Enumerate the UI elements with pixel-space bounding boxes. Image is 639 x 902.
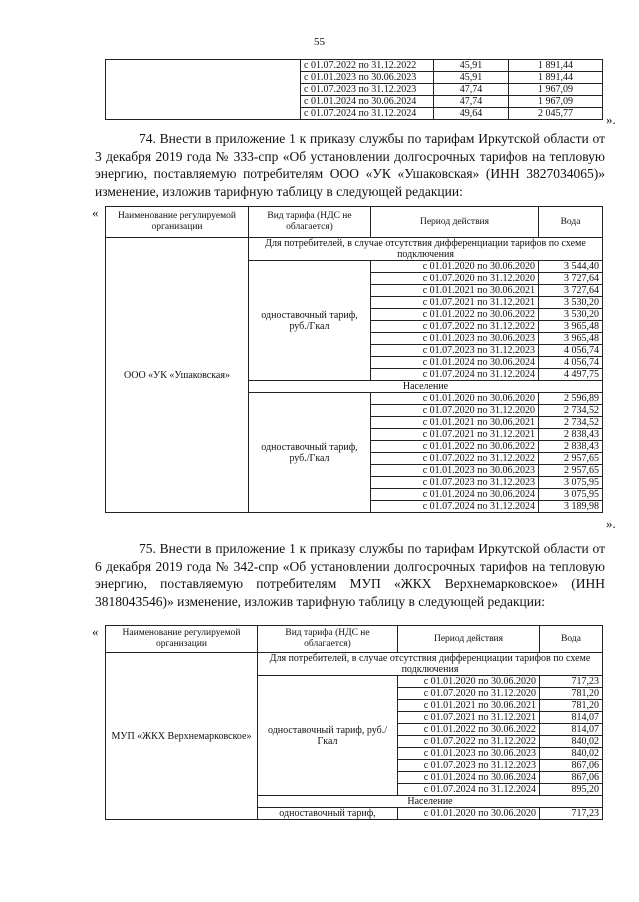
value-cell: 2 734,52 [539, 405, 603, 417]
value-cell: 867,06 [540, 772, 603, 784]
value-cell: 814,07 [540, 712, 603, 724]
empty-cell [106, 60, 301, 120]
value-cell: 45,91 [434, 60, 509, 72]
value-cell: 2 957,65 [539, 453, 603, 465]
value-cell: 1 967,09 [509, 96, 603, 108]
period-cell: с 01.01.2021 по 30.06.2021 [371, 285, 539, 297]
value-cell: 45,91 [434, 72, 509, 84]
period-cell: с 01.01.2023 по 30.06.2023 [371, 465, 539, 477]
period-cell: с 01.07.2024 по 31.12.2024 [371, 501, 539, 513]
value-cell: 2 957,65 [539, 465, 603, 477]
header-cell: Период действия [371, 207, 539, 238]
table-74-body [106, 207, 603, 513]
period-cell: с 01.01.2020 по 30.06.2020 [398, 808, 540, 820]
period-cell: с 01.01.2022 по 30.06.2022 [398, 724, 540, 736]
header-cell: Наименование регулируемой организации [106, 207, 249, 238]
table-header-row [106, 626, 603, 653]
period-cell: с 01.07.2023 по 31.12.2023 [398, 760, 540, 772]
value-cell: 840,02 [540, 736, 603, 748]
period-cell: с 01.01.2023 по 30.06.2023 [371, 333, 539, 345]
group-label-row [106, 653, 603, 676]
period-cell: с 01.07.2020 по 31.12.2020 [371, 405, 539, 417]
value-cell: 3 965,48 [539, 321, 603, 333]
period-cell: с 01.07.2023 по 31.12.2023 [371, 345, 539, 357]
paragraph-75 [95, 540, 605, 610]
period-cell: с 01.07.2023 по 31.12.2023 [301, 84, 434, 96]
period-cell: с 01.01.2020 по 30.06.2020 [398, 676, 540, 688]
top-table-body [106, 60, 603, 120]
period-cell: с 01.01.2022 по 30.06.2022 [371, 309, 539, 321]
value-cell: 781,20 [540, 700, 603, 712]
value-cell: 1 891,44 [509, 72, 603, 84]
value-cell: 1 891,44 [509, 60, 603, 72]
value-cell: 814,07 [540, 724, 603, 736]
period-cell: с 01.01.2020 по 30.06.2020 [371, 393, 539, 405]
header-cell: Период действия [398, 626, 540, 653]
tariff-type-cell: одноставочный тариф, руб./Гкал [249, 393, 371, 513]
paragraph-75-text: 75. Внести в приложение 1 к приказу службы по тарифам Иркутской области от 6 декабря 2019 года № 342-спр «Об установлении долгосрочных тарифов на тепловую энергию, поставляемую потребителям МУП «ЖКХ Верхнемарковское» (ИНН 3818043546)» изменение, изложив тарифную таблицу в следующей редакции: [95, 541, 605, 609]
period-cell: с 01.07.2020 по 31.12.2020 [398, 688, 540, 700]
value-cell: 2 838,43 [539, 441, 603, 453]
group-label-cell: Население [249, 381, 603, 393]
header-cell: Вода [539, 207, 603, 238]
header-cell: Вода [540, 626, 603, 653]
period-cell: с 01.01.2024 по 30.06.2024 [371, 489, 539, 501]
paragraph-74-text: 74. Внести в приложение 1 к приказу службы по тарифам Иркутской области от 3 декабря 2019 года № 333-спр «Об установлении долгосрочных тарифов на тепловую энергию, поставляемую потребителям ООО «УК «Ушаковская» (ИНН 3827034065)» изменение, изложив тарифную таблицу в следующей редакции: [95, 131, 605, 199]
period-cell: с 01.07.2022 по 31.12.2022 [398, 736, 540, 748]
period-cell: с 01.07.2021 по 31.12.2021 [398, 712, 540, 724]
period-cell: с 01.07.2021 по 31.12.2021 [371, 429, 539, 441]
table-75-open-quote: « [92, 624, 99, 639]
table-header-row [106, 207, 603, 238]
value-cell: 49,64 [434, 108, 509, 120]
period-cell: с 01.01.2021 по 30.06.2021 [371, 417, 539, 429]
header-cell: Вид тарифа (НДС не облагается) [249, 207, 371, 238]
value-cell: 3 727,64 [539, 285, 603, 297]
table-75-body [106, 626, 603, 820]
value-cell: 1 967,09 [509, 84, 603, 96]
table-74-close-quote: ». [606, 516, 616, 531]
organization-cell: ООО «УК «Ушаковская» [106, 238, 249, 513]
group-label-cell: Для потребителей, в случае отсутствия дифференциации тарифов по схеме подключения [258, 653, 603, 676]
value-cell: 3 075,95 [539, 489, 603, 501]
value-cell: 3 965,48 [539, 333, 603, 345]
period-cell: с 01.07.2022 по 31.12.2022 [301, 60, 434, 72]
table-row [106, 60, 603, 72]
period-cell: с 01.07.2023 по 31.12.2023 [371, 477, 539, 489]
value-cell: 3 727,64 [539, 273, 603, 285]
period-cell: с 01.07.2024 по 31.12.2024 [398, 784, 540, 796]
tariff-table-74 [105, 206, 603, 513]
value-cell: 4 497,75 [539, 369, 603, 381]
period-cell: с 01.01.2021 по 30.06.2021 [398, 700, 540, 712]
period-cell: с 01.07.2022 по 31.12.2022 [371, 321, 539, 333]
tariff-type-cell: одноставочный тариф, руб./Гкал [249, 261, 371, 381]
period-cell: с 01.07.2024 по 31.12.2024 [301, 108, 434, 120]
value-cell: 895,20 [540, 784, 603, 796]
tariff-table-75 [105, 625, 603, 820]
value-cell: 3 075,95 [539, 477, 603, 489]
tariff-type-cell: одноставочный тариф, [258, 808, 398, 820]
value-cell: 3 530,20 [539, 309, 603, 321]
header-cell: Вид тарифа (НДС не облагается) [258, 626, 398, 653]
period-cell: с 01.07.2021 по 31.12.2021 [371, 297, 539, 309]
page-number: 55 [314, 36, 325, 48]
value-cell: 2 734,52 [539, 417, 603, 429]
group-label-row [106, 238, 603, 261]
value-cell: 717,23 [540, 676, 603, 688]
value-cell: 781,20 [540, 688, 603, 700]
header-cell: Наименование регулируемой организации [106, 626, 258, 653]
value-cell: 47,74 [434, 96, 509, 108]
top-table-close-quote: ». [606, 112, 616, 127]
period-cell: с 01.01.2022 по 30.06.2022 [371, 441, 539, 453]
value-cell: 3 544,40 [539, 261, 603, 273]
value-cell: 47,74 [434, 84, 509, 96]
period-cell: с 01.01.2024 по 30.06.2024 [371, 357, 539, 369]
period-cell: с 01.01.2024 по 30.06.2024 [398, 772, 540, 784]
group-label-cell: Для потребителей, в случае отсутствия дифференциации тарифов по схеме подключения [249, 238, 603, 261]
organization-cell: МУП «ЖКХ Верхнемарковское» [106, 653, 258, 820]
value-cell: 717,23 [540, 808, 603, 820]
value-cell: 840,02 [540, 748, 603, 760]
period-cell: с 01.01.2023 по 30.06.2023 [301, 72, 434, 84]
value-cell: 867,06 [540, 760, 603, 772]
period-cell: с 01.07.2020 по 31.12.2020 [371, 273, 539, 285]
value-cell: 4 056,74 [539, 345, 603, 357]
value-cell: 2 838,43 [539, 429, 603, 441]
top-tariff-table [105, 59, 603, 120]
period-cell: с 01.01.2020 по 30.06.2020 [371, 261, 539, 273]
value-cell: 2 596,89 [539, 393, 603, 405]
period-cell: с 01.01.2023 по 30.06.2023 [398, 748, 540, 760]
table-74-open-quote: « [92, 205, 99, 220]
paragraph-74 [95, 130, 605, 200]
period-cell: с 01.07.2022 по 31.12.2022 [371, 453, 539, 465]
value-cell: 2 045,77 [509, 108, 603, 120]
tariff-type-cell: одноставочный тариф, руб./Гкал [258, 676, 398, 796]
period-cell: с 01.07.2024 по 31.12.2024 [371, 369, 539, 381]
period-cell: с 01.01.2024 по 30.06.2024 [301, 96, 434, 108]
value-cell: 3 189,98 [539, 501, 603, 513]
value-cell: 3 530,20 [539, 297, 603, 309]
group-label-cell: Население [258, 796, 603, 808]
value-cell: 4 056,74 [539, 357, 603, 369]
